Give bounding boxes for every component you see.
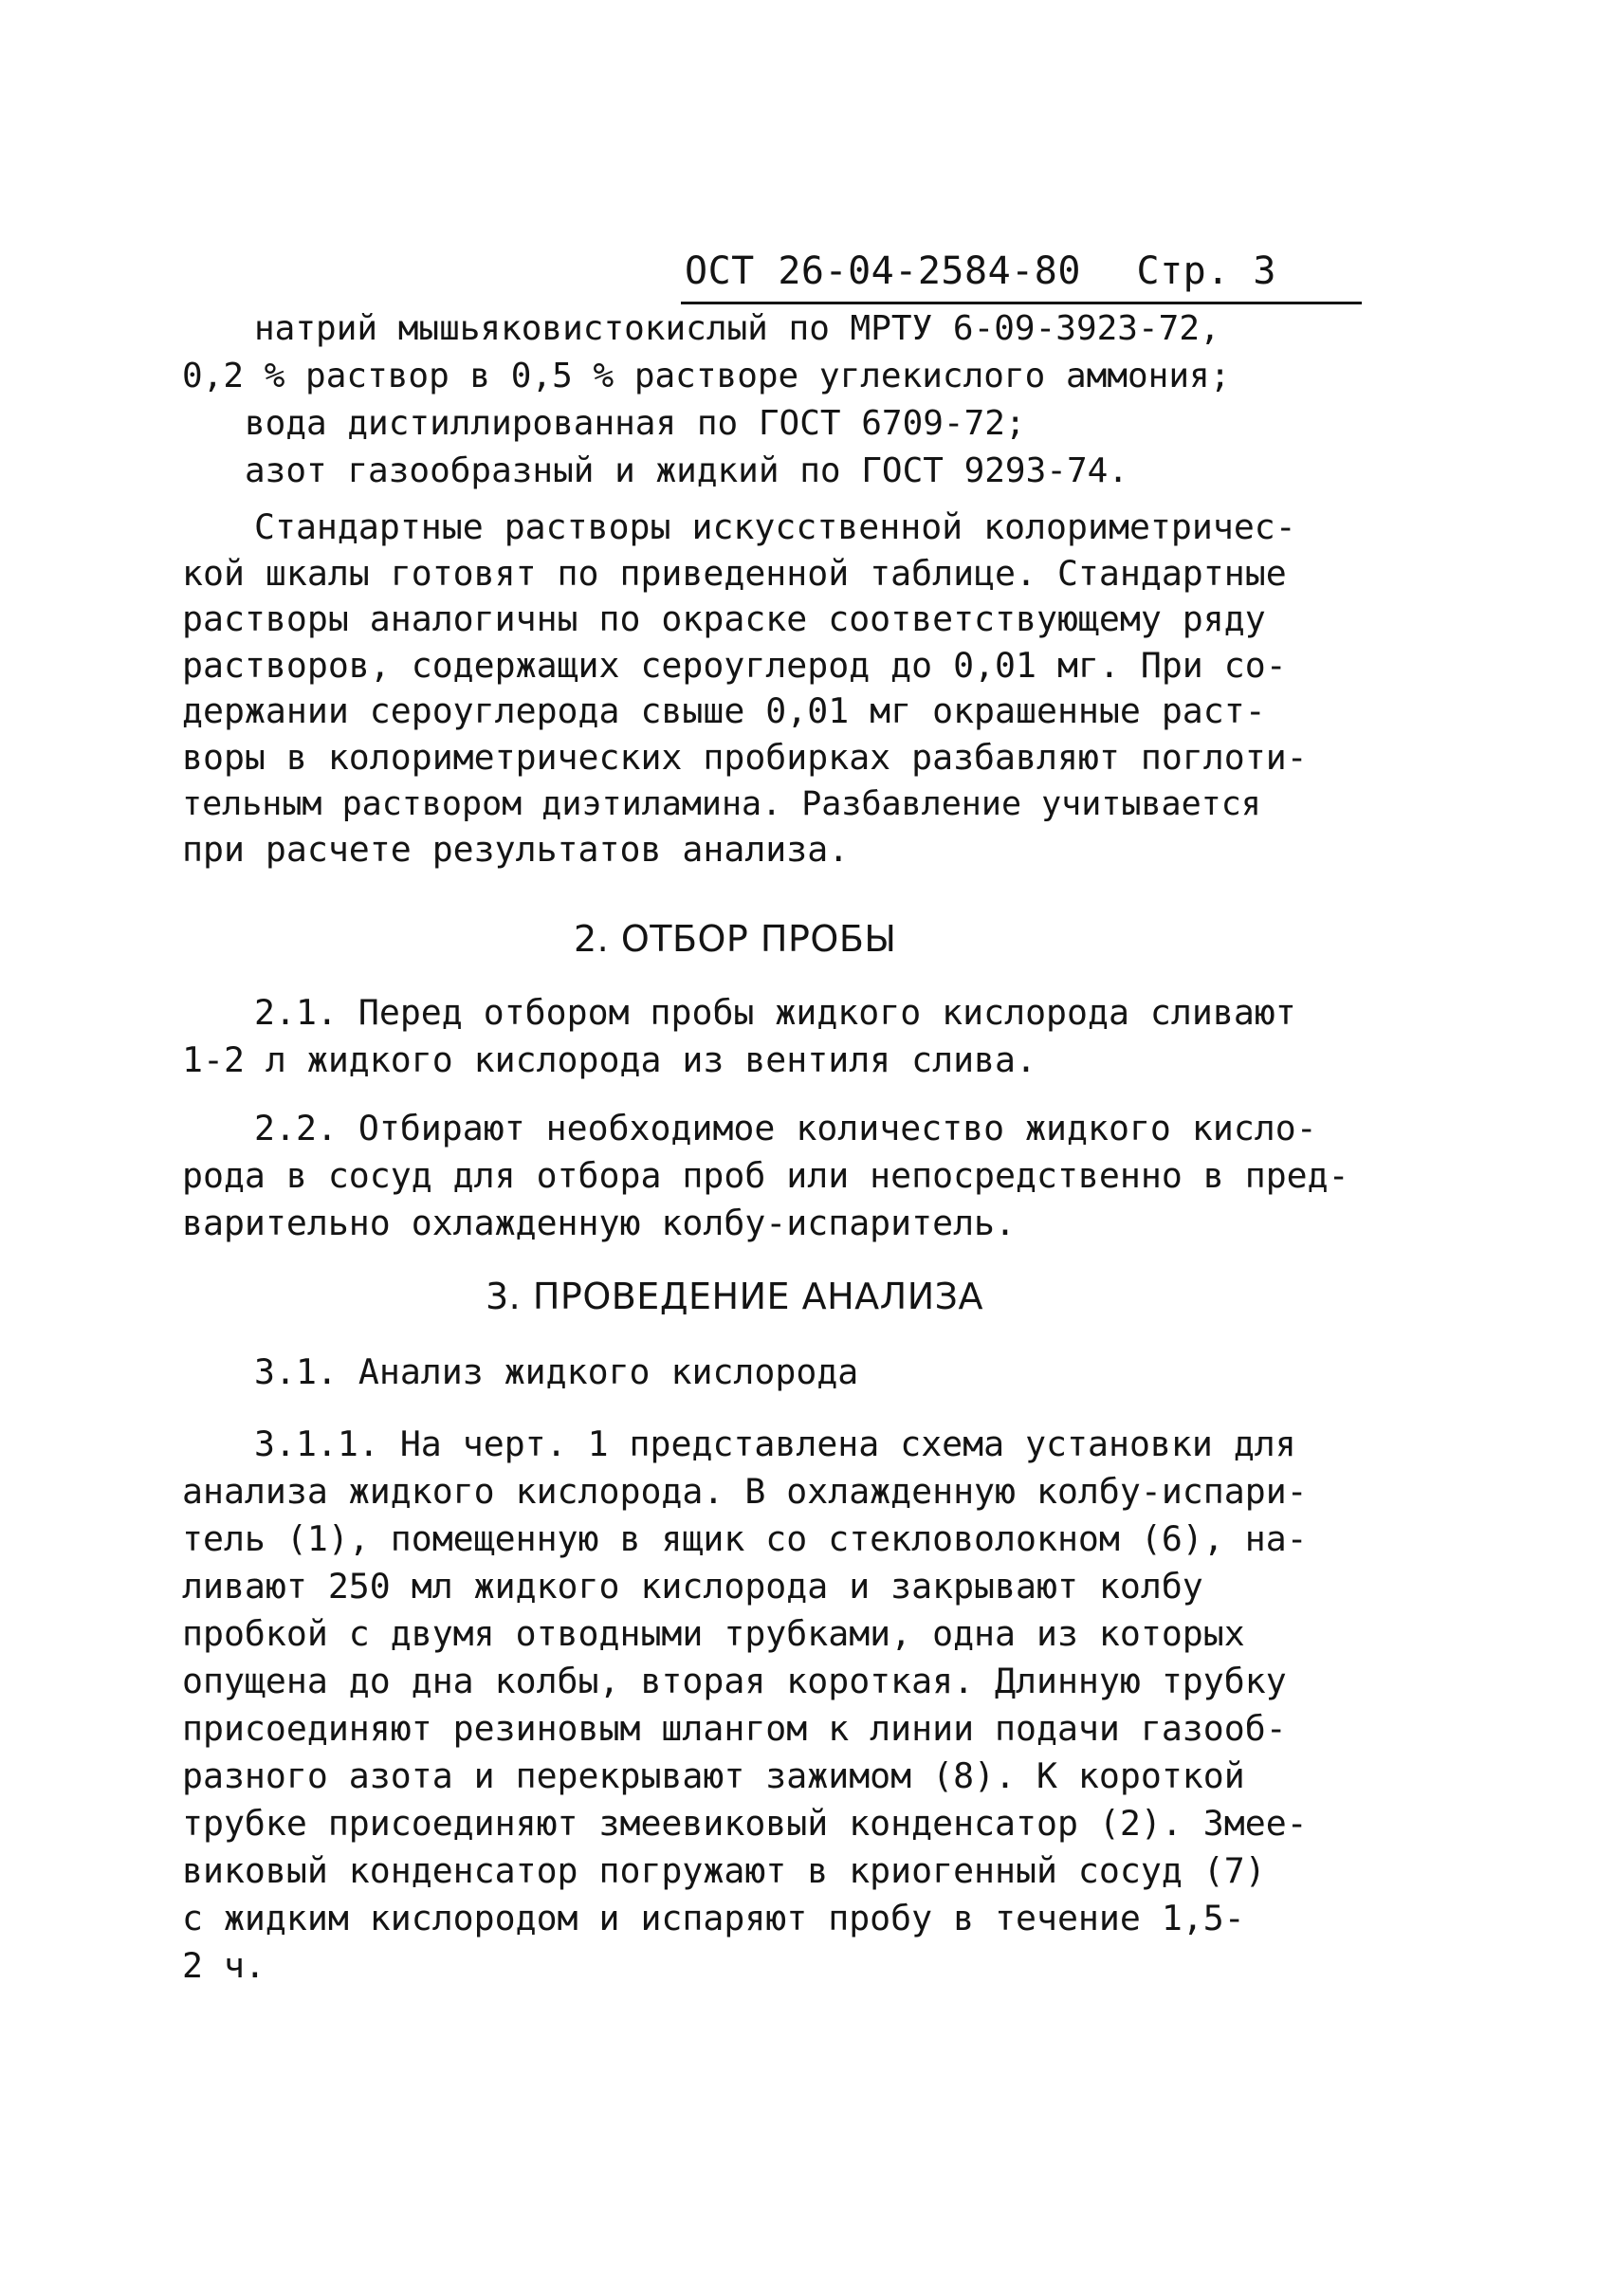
paragraph-line: 2 ч.	[182, 1945, 266, 1986]
paragraph-line: ливают 250 мл жидкого кислорода и закрывают колбу	[182, 1566, 1203, 1607]
page-number: Стр. 3	[1136, 249, 1276, 293]
section-2-title: 2. ОТБОР ПРОБЫ	[574, 918, 897, 960]
paragraph-line: разного азота и перекрывают зажимом (8). К короткой	[182, 1755, 1245, 1796]
page-header	[685, 245, 1358, 298]
reagent-line: азот газообразный и жидкий по ГОСТ 9293-74.	[245, 451, 1128, 490]
reagent-line: натрий мышьяковистокислый по МРТУ 6-09-3923-72,	[254, 309, 1220, 348]
paragraph-line: воры в колориметрических пробирках разбавляют поглоти-	[182, 736, 1308, 778]
reagent-list	[182, 305, 1231, 495]
paragraph-3-1-1	[182, 1421, 1308, 1990]
doc-code: ОСТ 26-04-2584-80	[685, 249, 1081, 293]
paragraph-line: виковый конденсатор погружают в криогенный сосуд (7)	[182, 1850, 1266, 1891]
paragraph-line: 2.1. Перед отбором пробы жидкого кислорода сливают	[254, 992, 1296, 1033]
paragraph-line: тель (1), помещенную в ящик со стекловолокном (6), на-	[182, 1518, 1308, 1559]
paragraph-line: трубке присоединяют змеевиковый конденсатор (2). Змее-	[182, 1803, 1308, 1844]
paragraph-line: держании сероуглерода свыше 0,01 мг окрашенные раст-	[182, 690, 1266, 732]
paragraph-2-2	[182, 1105, 1349, 1247]
paragraph-line: при расчете результатов анализа.	[182, 829, 850, 871]
standard-solutions-paragraph	[182, 505, 1308, 873]
paragraph-line: присоединяют резиновым шлангом к линии подачи газооб-	[182, 1708, 1287, 1749]
paragraph-line: рода в сосуд для отбора проб или непосредственно в пред-	[182, 1155, 1349, 1196]
section-3-title: 3. ПРОВЕДЕНИЕ АНАЛИЗА	[486, 1276, 984, 1317]
paragraph-line: растворы аналогичны по окраске соответствующему ряду	[182, 598, 1266, 640]
paragraph-line: Стандартные растворы искусственной колориметричес-	[254, 506, 1296, 547]
paragraph-line: анализа жидкого кислорода. В охлажденную колбу-испари-	[182, 1471, 1308, 1512]
paragraph-line: с жидким кислородом и испаряют пробу в течение 1,5-	[182, 1898, 1245, 1938]
paragraph-line: пробкой с двумя отводными трубками, одна из которых	[182, 1613, 1245, 1654]
paragraph-line: 2.2. Отбирают необходимое количество жидкого кисло-	[254, 1108, 1317, 1148]
reagent-line: вода дистиллированная по ГОСТ 6709-72;	[245, 404, 1026, 443]
paragraph-line: варительно охлажденную колбу-испаритель.	[182, 1203, 1016, 1243]
paragraph-3-1: 3.1. Анализ жидкого кислорода	[254, 1351, 859, 1392]
paragraph-2-1	[182, 989, 1296, 1084]
paragraph-line: тельным раствором диэтиламина. Разбавление учитывается	[182, 784, 1261, 823]
paragraph-line: 1-2 л жидкого кислорода из вентиля слива.	[182, 1039, 1036, 1080]
paragraph-line: опущена до дна колбы, вторая короткая. Длинную трубку	[182, 1661, 1287, 1701]
paragraph-line: кой шкалы готовят по приведенной таблице. Стандартные	[182, 552, 1287, 594]
paragraph-line: растворов, содержащих сероуглерод до 0,01 мг. При со-	[182, 644, 1287, 686]
header-underline	[681, 302, 1362, 304]
paragraph-line: 3.1.1. На черт. 1 представлена схема установки для	[254, 1424, 1296, 1464]
reagent-line: 0,2 % раствор в 0,5 % растворе углекислого аммония;	[182, 357, 1231, 395]
